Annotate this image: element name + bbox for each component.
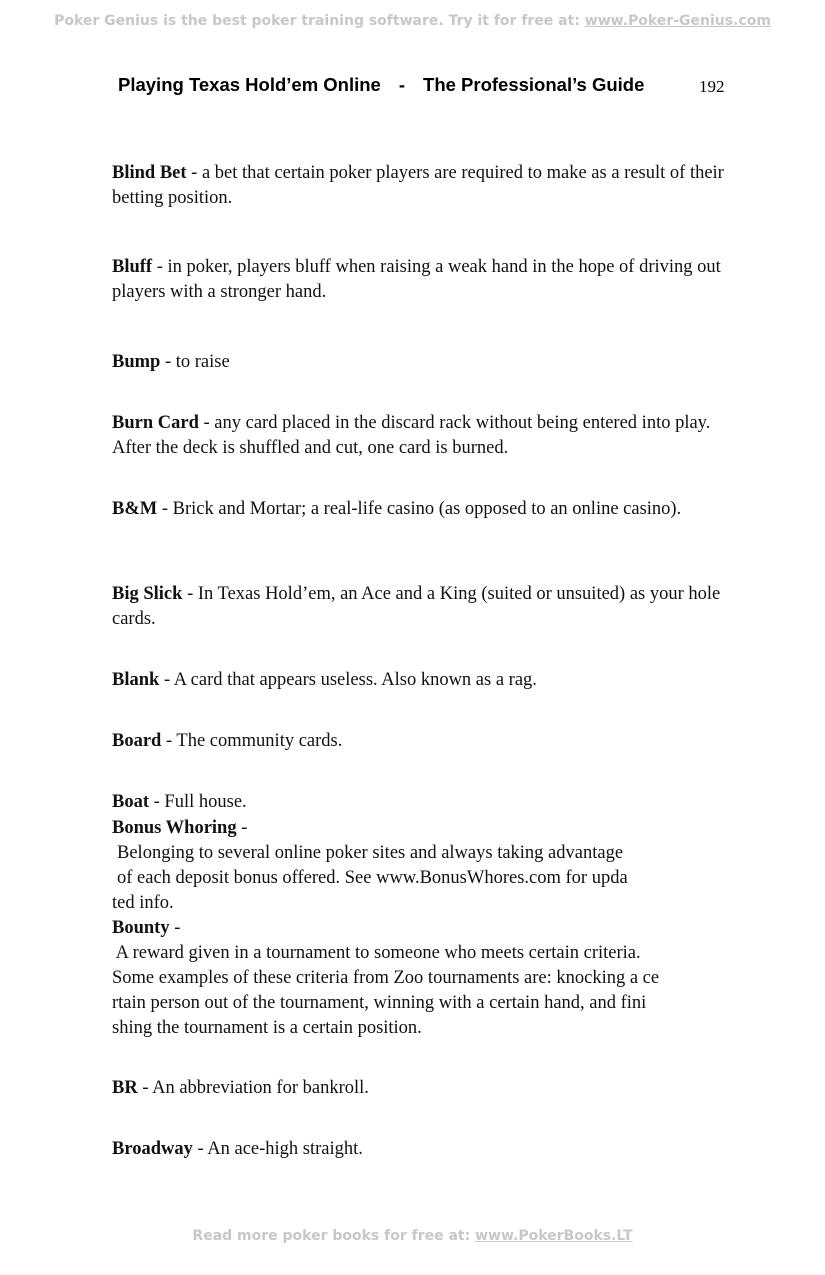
glossary-entry-bump xyxy=(112,350,742,375)
poker-genius-link[interactable]: www.Poker-Genius.com xyxy=(584,13,771,29)
glossary-entry-br xyxy=(112,1076,742,1101)
term-dash: - xyxy=(182,584,198,604)
term-dash: - xyxy=(161,731,177,751)
term-dash: - xyxy=(198,413,215,433)
term-dash: - xyxy=(157,499,173,519)
glossary-term: Boat xyxy=(112,792,149,812)
glossary-entry-board xyxy=(112,729,742,754)
glossary-definition: a bet that certain poker players are required to make as a result of their betting position. xyxy=(112,163,724,208)
definition-line: of each deposit bonus offered. See www.BonusWhores.com for upda xyxy=(117,868,628,888)
term-dash: - xyxy=(152,257,168,277)
glossary-term: Bonus Whoring xyxy=(112,818,237,838)
glossary-term: Broadway xyxy=(112,1139,193,1159)
bottom-promo-banner xyxy=(0,1228,825,1244)
header-separator: - xyxy=(398,74,406,95)
glossary-entry-blind-bet xyxy=(112,161,742,211)
glossary-entry-bluff xyxy=(112,255,742,305)
glossary-definition: Full house. xyxy=(164,792,247,812)
glossary-entry-broadway xyxy=(112,1137,742,1162)
glossary-definition: any card placed in the discard rack without being entered into play. After the deck is shuffled and cut, one card is burned. xyxy=(112,413,711,458)
glossary-term: BR xyxy=(112,1078,138,1098)
term-dash: - xyxy=(169,918,181,938)
glossary-term: Big Slick xyxy=(112,584,183,604)
glossary-entry-bounty xyxy=(112,916,742,1041)
definition-line: A reward given in a tournament to someone who meets certain criteria. xyxy=(112,943,641,963)
glossary-term: Board xyxy=(112,731,162,751)
term-dash: - xyxy=(160,352,176,372)
term-dash: - xyxy=(192,1139,208,1159)
top-promo-text: Poker Genius is the best poker training software. Try it for free at: xyxy=(54,13,585,29)
glossary-term: Bounty xyxy=(112,918,170,938)
glossary-term: Burn Card xyxy=(112,413,199,433)
glossary-definition: An ace-high straight. xyxy=(207,1139,363,1159)
glossary-term: Bump xyxy=(112,352,161,372)
definition-line: rtain person out of the tournament, winning with a certain hand, and fini xyxy=(112,993,647,1013)
book-subtitle: The Professional’s Guide xyxy=(423,74,645,95)
term-dash: - xyxy=(186,163,202,183)
glossary-definition: An abbreviation for bankroll. xyxy=(152,1078,369,1098)
glossary-term: Bluff xyxy=(112,257,153,277)
glossary-term: Blind Bet xyxy=(112,163,187,183)
book-title: Playing Texas Hold’em Online xyxy=(118,74,381,95)
glossary-entry-big-slick xyxy=(112,582,742,632)
page-number: 192 xyxy=(699,77,725,96)
glossary-definition: in poker, players bluff when raising a weak hand in the hope of driving out players with a stronger hand. xyxy=(112,257,721,302)
glossary-entry-burn-card xyxy=(112,411,742,461)
term-dash: - xyxy=(159,670,174,690)
term-dash: - xyxy=(236,818,248,838)
glossary-definition: In Texas Hold’em, an Ace and a King (suited or unsuited) as your hole cards. xyxy=(112,584,721,629)
definition-line: Some examples of these criteria from Zoo tournaments are: knocking a ce xyxy=(112,968,660,988)
glossary-definition: to raise xyxy=(175,352,230,372)
glossary-term: B&M xyxy=(112,499,158,519)
glossary-definition: The community cards. xyxy=(176,731,343,751)
glossary-term: Blank xyxy=(112,670,160,690)
definition-line: Belonging to several online poker sites and always taking advantage xyxy=(117,843,624,863)
glossary-definition: Brick and Mortar; a real-life casino (as opposed to an online casino). xyxy=(172,499,682,519)
glossary-definition: A card that appears useless. Also known as a rag. xyxy=(173,670,537,690)
definition-line: ted info. xyxy=(112,893,174,913)
top-promo-banner xyxy=(0,13,825,29)
running-header xyxy=(118,74,644,96)
glossary-entry-bonus-whoring xyxy=(112,816,742,916)
term-dash: - xyxy=(137,1078,153,1098)
bottom-promo-text: Read more poker books for free at: xyxy=(192,1228,476,1244)
pokerbooks-link[interactable]: www.PokerBooks.LT xyxy=(475,1228,633,1244)
definition-line: shing the tournament is a certain position. xyxy=(112,1018,422,1038)
glossary-entry-boat xyxy=(112,790,742,815)
glossary-entry-blank xyxy=(112,668,742,693)
term-dash: - xyxy=(149,792,165,812)
glossary-entry-b-and-m xyxy=(112,497,742,522)
